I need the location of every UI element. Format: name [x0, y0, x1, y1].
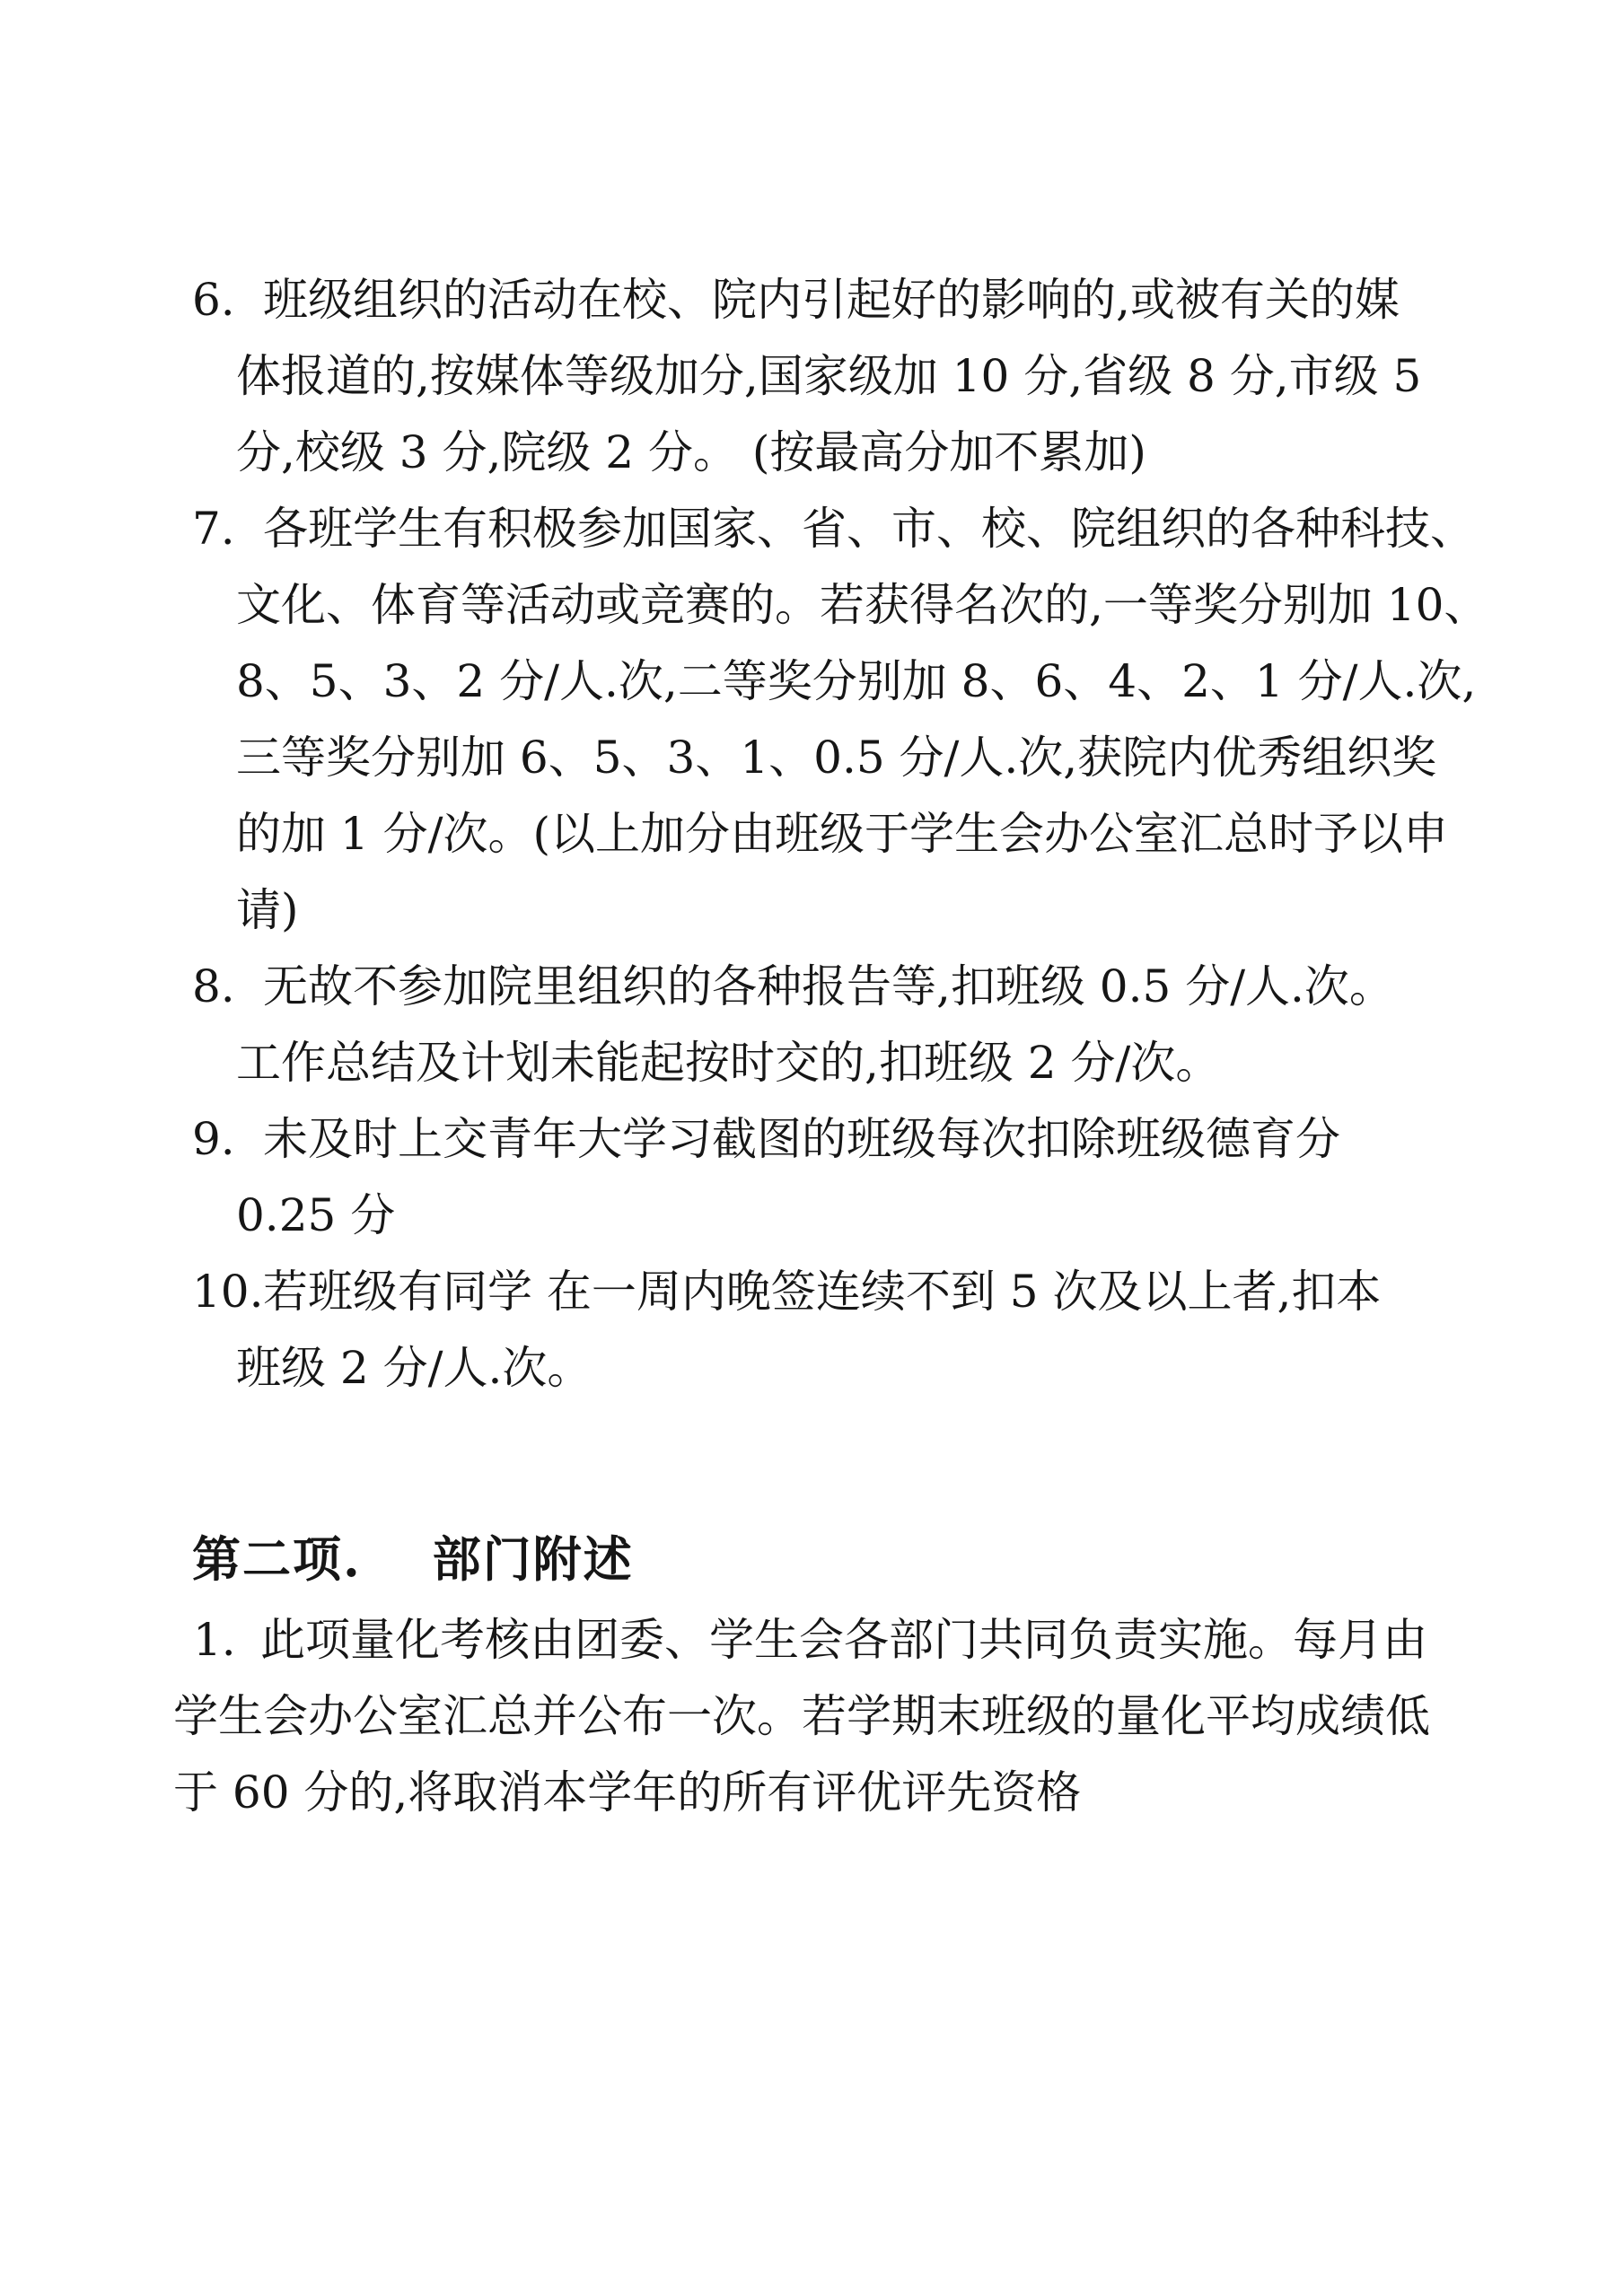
- item-number: 8.: [192, 960, 235, 1012]
- text-line: 班级 2 分/人.次。: [236, 1342, 593, 1394]
- item-number: 6.: [192, 274, 235, 326]
- item-text: [236, 1101, 1516, 1254]
- item-text: [173, 1602, 1516, 1831]
- list-item: [0, 262, 1624, 491]
- text-line: 文化、体育等活动或竞赛的。若获得名次的,一等奖分别加 10、: [236, 579, 1489, 631]
- text-line: 于 60 分的,将取消本学年的所有评优评先资格: [173, 1766, 1082, 1818]
- appendix-list: [0, 1602, 1624, 1831]
- item-text: [236, 262, 1516, 491]
- text-line: 三等奖分别加 6、5、3、1、0.5 分/人.次,获院内优秀组织奖: [236, 732, 1437, 784]
- item-number: 10.: [192, 1266, 264, 1318]
- section-heading: [192, 1517, 1624, 1602]
- list-item: [0, 1101, 1624, 1254]
- list-item: [0, 949, 1624, 1101]
- text-line: 无故不参加院里组织的各种报告等,扣班级 0.5 分/人.次。: [263, 960, 1394, 1012]
- section-heading-title: 部门附述: [432, 1530, 634, 1588]
- section-heading-number: 第二项.: [192, 1530, 362, 1588]
- text-line: 8、5、3、2 分/人.次,二等奖分别加 8、6、4、2、1 分/人.次,: [236, 655, 1477, 707]
- text-line: 此项量化考核由团委、学生会各部门共同负责实施。每月由: [260, 1614, 1427, 1666]
- text-line: 未及时上交青年大学习截图的班级每次扣除班级德育分: [263, 1113, 1340, 1165]
- text-line: 请): [236, 884, 299, 936]
- item-text: [236, 1254, 1516, 1407]
- text-line: 分,校级 3 分,院级 2 分。 (按最高分加不累加): [236, 426, 1146, 478]
- item-text: [236, 949, 1516, 1101]
- item-number: 7.: [192, 503, 235, 555]
- list-item: [0, 491, 1624, 949]
- text-line: 学生会办公室汇总并公布一次。若学期末班级的量化平均成绩低: [173, 1690, 1430, 1742]
- rules-list: [0, 262, 1624, 1407]
- text-line: 0.25 分: [236, 1189, 396, 1241]
- list-item: [0, 1602, 1624, 1831]
- item-text: [236, 491, 1516, 949]
- item-number: 9.: [192, 1113, 235, 1165]
- text-line: 工作总结及计划未能起按时交的,扣班级 2 分/次。: [236, 1037, 1221, 1089]
- text-line: 班级组织的活动在校、院内引起好的影响的,或被有关的媒: [263, 274, 1400, 326]
- text-line: 体报道的,按媒体等级加分,国家级加 10 分,省级 8 分,市级 5: [236, 350, 1422, 402]
- text-line: 的加 1 分/次。(以上加分由班级于学生会办公室汇总时予以申: [236, 808, 1448, 860]
- list-item: [0, 1254, 1624, 1407]
- item-number: 1.: [193, 1614, 236, 1666]
- text-line: 若班级有同学 在一周内晚签连续不到 5 次及以上者,扣本: [263, 1266, 1382, 1318]
- text-line: 各班学生有积极参加国家、省、市、校、院组织的各种科技、: [263, 503, 1475, 555]
